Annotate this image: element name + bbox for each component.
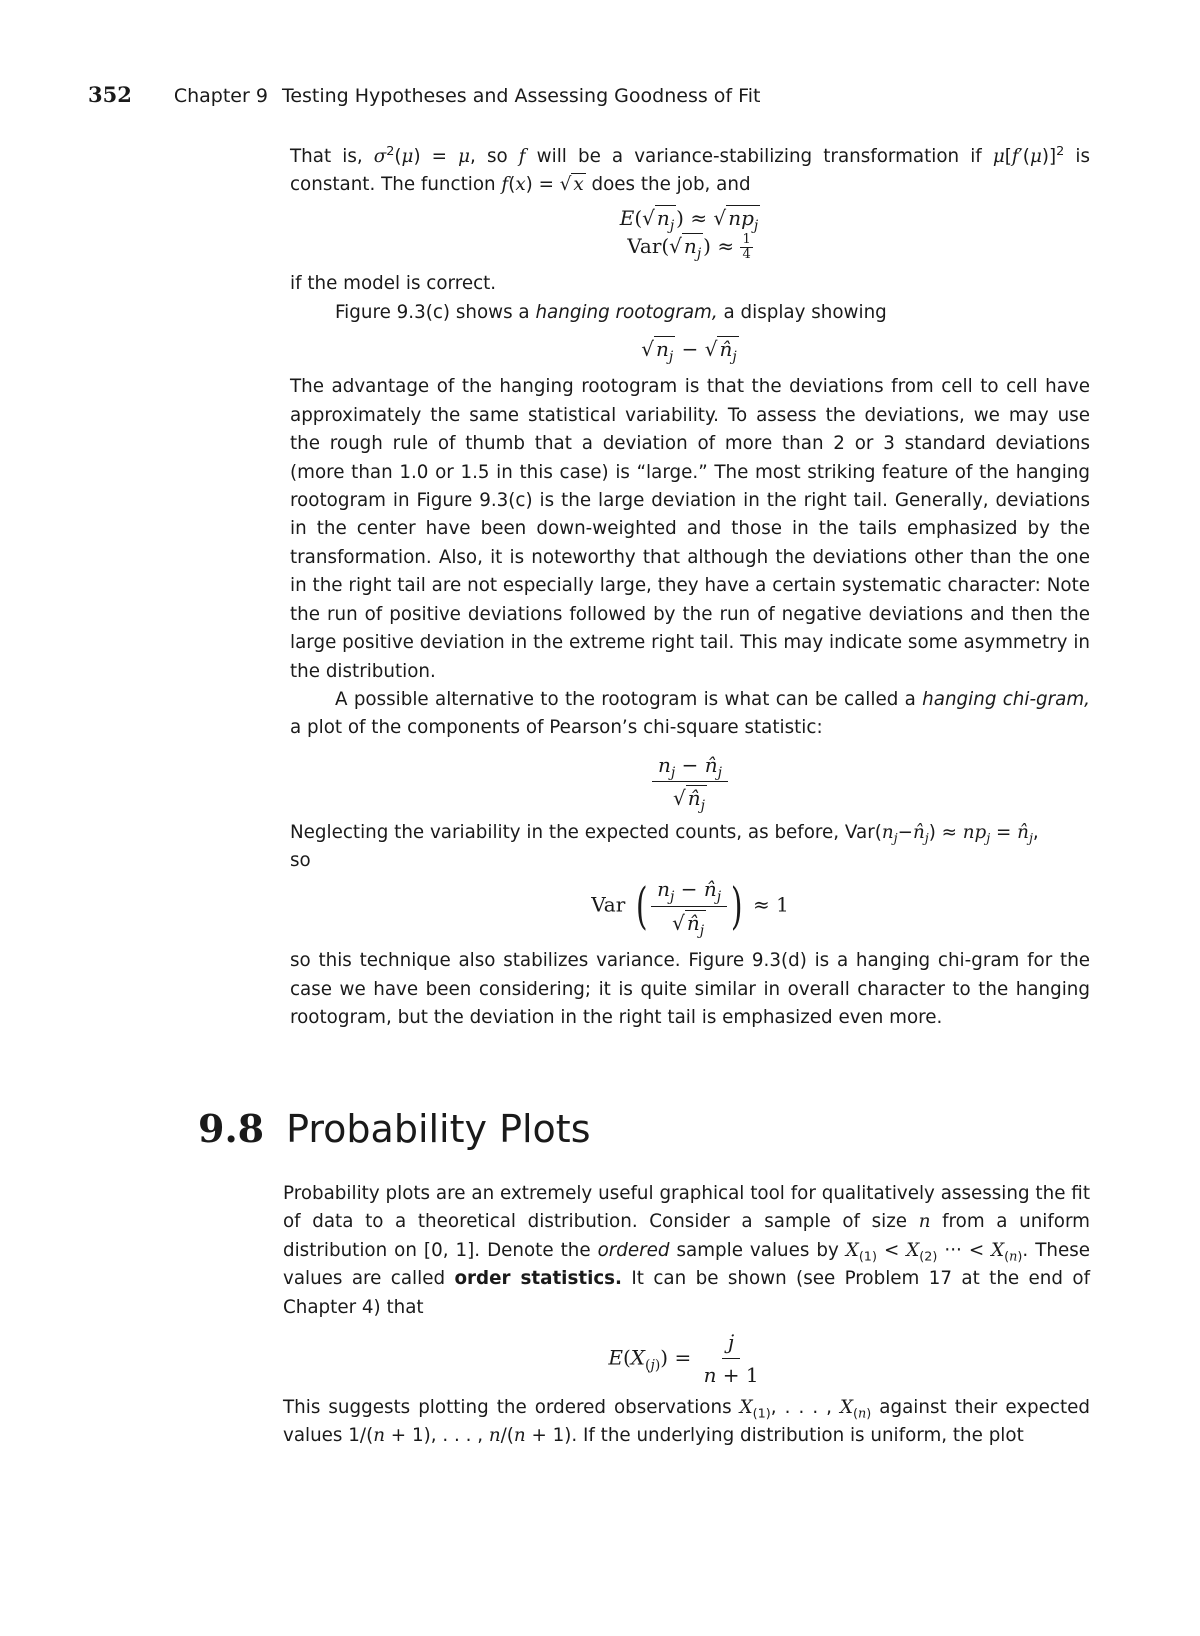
paragraph: Figure 9.3(c) shows a hanging rootogram, a display showing (335, 301, 887, 323)
equation-expectation-variance: E(√ $n_j$ ) ≈ √ $np_j$ Var(√ $n_j$ ) ≈ $\frac{1}{4}$ (619, 205, 759, 263)
paragraph: This suggests plotting the ordered observations $X_{(1)}$, . . . , $X_{(n)}$ against their expected values 1/(n + 1), . . . , n/(n + 1). If the underlying distribution is uniform, the plot (283, 1396, 1090, 1447)
page-number: 352 (88, 82, 132, 107)
paragraph: so this technique also stabilizes variance. Figure 9.3(d) is a hanging chi-gram for the case we have been considering; it is quite similar in overall character to the hanging rootogram, but the deviation in the right tail is emphasized even more. (290, 950, 1090, 1028)
paragraph: That is, $\sigma^2(\mu) = \mu$, so f will be a variance-stabilizing transformation if $\mu[f'(\mu)]^2$ is constant. The function f(x) = √ x does the job, and (290, 143, 1090, 196)
body-text (290, 143, 1090, 1032)
equation-rootogram: √ $n_j$ − √ $n̂_j$ (641, 337, 737, 366)
section-heading (198, 1106, 591, 1151)
equation-order-stat-expectation: $E(X_{(j)})$ = $\frac{j}{n + 1}$ (608, 1330, 759, 1388)
paragraph: A possible alternative to the rootogram is what can be called a hanging chi-gram, a plot of the components of Pearson’s chi-square statistic: (290, 688, 1090, 739)
section-number: 9.8 (198, 1106, 265, 1151)
equation-chigram: $\frac{n_j - n̂_j}{√ n̂_j}$ (290, 751, 1090, 813)
chapter-title: Testing Hypotheses and Assessing Goodness of Fit (281, 85, 761, 107)
paragraph: if the model is correct. (290, 273, 497, 295)
section-title: Probability Plots (286, 1107, 591, 1151)
paragraph: Probability plots are an extremely useful graphical tool for qualitatively assessing the fit of data to a theoretical distribution. Consider a sample of size n from a uniform distribution on [0, 1]. Denote the ordered sample values by $X_{(1)} < X_{(2)}$ ··· < $X_{(n)}$. These values are called order statistics. It can be shown (see Problem 17 at the end of Chapter 4) that (283, 1183, 1091, 1318)
chapter-label: Chapter 9 (173, 85, 268, 107)
body-text-section (283, 1180, 1090, 1451)
running-header (88, 82, 760, 107)
paragraph: The advantage of the hanging rootogram is that the deviations from cell to cell have approximately the same statistical variability. To assess the deviations, we may use the rough rule of thumb that a deviation of more than 2 or 3 standard deviations (more than 1.0 or 1.5 in this case) is “large.” The most striking feature of the hanging rootogram in Figure 9.3(c) is the large deviation in the right tail. Generally, deviations in the center have been down-weighted and those in the tails emphasized by the transformation. Also, it is noteworthy that although the deviations other than the one in the right tail are not especially large, they have a certain systematic character: Note the run of positive deviations followed by the run of negative deviations and then the large positive deviation in the extreme right tail. This may indicate some asymmetry in the distribution. (290, 376, 1090, 682)
equation-chigram-variance: Var ( $\frac{n_j - n̂_j}{√ n̂_j}$ ) ≈ 1 (591, 877, 789, 939)
paragraph: Neglecting the variability in the expected counts, as before, $Var(n_j-n̂_j) \approx np_j$ = $n̂_j$, so (290, 821, 1039, 871)
